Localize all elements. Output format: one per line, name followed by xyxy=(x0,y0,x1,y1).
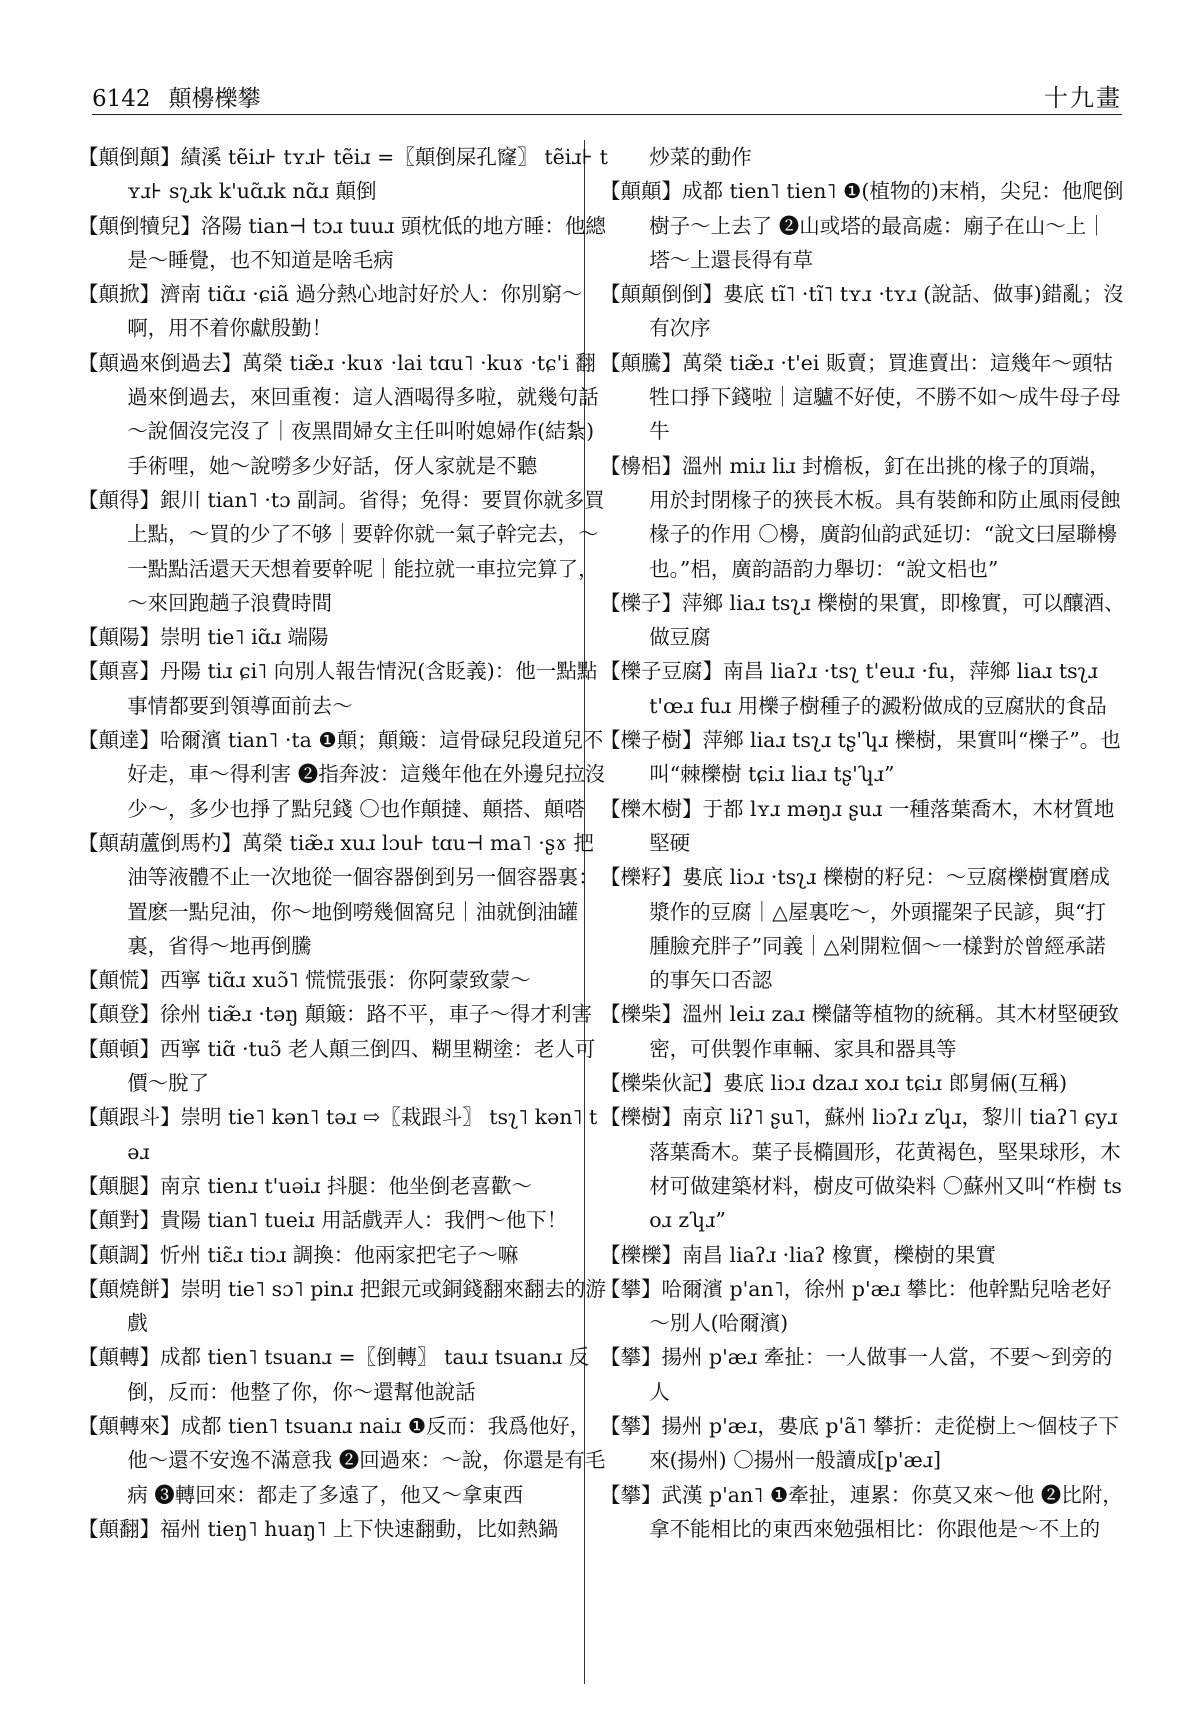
dictionary-entry: 【顛葫蘆倒馬杓】萬榮 tiæ̃ɹ xuɹ lɔu⊦ tɑu⊣ ma˥ ·ʂɤ 把油等液體不止一次地從一個容器倒到另一個容器裏：置麽一點兒油，你～地倒嘮幾個窩兒｜油就倒油罐裏，省得～地再倒騰 xyxy=(78,830,599,958)
dictionary-entry: 【顛倒犢兒】洛陽 tian⊣ tɔɹ tuuɹ 頭枕低的地方睡：他總是～睡覺，也不知道是啥毛病 xyxy=(78,213,606,272)
dictionary-entry: 【顛轉】成都 tien˥ tsuanɹ =〖倒轉〗 tauɹ tsuanɹ 反倒，反而：他整了你，你～還幫他說話 xyxy=(78,1345,590,1404)
page-header xyxy=(92,72,1122,115)
stroke-section: 十九畫 xyxy=(1044,84,1122,112)
dictionary-entry: 【顛慌】西寧 tiɑ̃ɹ xuɔ̃˥ 慌慌張張：你阿蒙致蒙～ xyxy=(78,968,531,993)
dictionary-entry: 【櫟樹】南京 liʔ˥ ʂu˥，蘇州 liɔʔɹ zʮɹ，黎川 tiaʔ˥ ɕyɹ 落葉喬木。葉子長橢圓形，花黄褐色，堅果球形，木材可做建築材料，樹皮可做染料 〇蘇州又叫“柞樹 tsoɹ zʮɹ” xyxy=(600,1105,1122,1233)
right-column xyxy=(600,140,1125,1684)
dictionary-entry: 【顛達】哈爾濱 tian˥ ·ta ❶顛；顛簸：這骨碌兒段道兒不好走，車～得利害 ❷指奔波：這幾年他在外邊兒拉沒少～，多少也掙了點兒錢 〇也作顛撻、顛搭、顛嗒 xyxy=(78,728,606,821)
dictionary-entry: 【櫟柴伙記】婁底 liɔɹ dzaɹ xoɹ tɕiɹ 郎舅倆(互稱) xyxy=(600,1071,1068,1096)
dictionary-entry: 【櫟子豆腐】南昌 liaʔɹ ·tsʅ t'euɹ ·fu，萍鄉 liaɹ tsʅɹ t'œɹ fuɹ 用櫟子樹種子的澱粉做成的豆腐狀的食品 xyxy=(600,659,1107,718)
dictionary-entry: 【顛登】徐州 tiæ̃ɹ ·təŋ 顛簸：路不平，車子～得才利害 xyxy=(78,1002,592,1027)
dictionary-entry: 【顛倒顛】績溪 tẽiɹ⊦ tʏɹ⊦ tẽiɹ =〖顛倒屎孔窿〗 tẽiɹ⊦ tʏɹ⊦ sʅɹk k'uɑ̃ɹk nɑ̃ɹ 顛倒 xyxy=(78,145,608,204)
dictionary-entry: 【顛喜】丹陽 tiɹ ɕi˥ 向別人報告情況(含貶義)：他一點點事情都要到領導面前去～ xyxy=(78,659,598,718)
dictionary-entry: 【顛顛】成都 tien˥ tien˥ ❶(植物的)末梢，尖兒：他爬倒樹子～上去了 ❷山或塔的最高處：廟子在山～上｜塔～上還長得有草 xyxy=(600,179,1124,272)
dictionary-entry: 【顛頓】西寧 tiɑ̃ ·tuɔ̃ 老人顛三倒四、糊里糊塗：老人可價～脫了 xyxy=(78,1036,596,1096)
dictionary-entry: 【顛轉來】成都 tien˥ tsuanɹ naiɹ ❶反而：我爲他好，他～還不安逸不滿意我 ❷回過來：～說，你還是有毛病 ❸轉回來：都走了多遠了，他又～拿東西 xyxy=(78,1413,606,1507)
dictionary-entry: 【顛得】銀川 tian˥ ·tɔ 副詞。省得；免得：要買你就多買上點，～買的少了不够｜要幹你就一氣子幹完去，～一點點活還天天想着要幹呢｜能拉就一車拉完算了，～來回跑趟子浪費時間 xyxy=(78,487,605,615)
dictionary-entry: 【攀】揚州 p'æɹ 牽扯：一人做事一人當，不要～到旁的人 xyxy=(600,1345,1113,1404)
dictionary-entry: 【攀】哈爾濱 p'an˥，徐州 p'æɹ 攀比：他幹點兒啥老好～別人(哈爾濱) xyxy=(600,1276,1112,1336)
dictionary-entry: 【顛調】忻州 tiɛ̃ɹ tiɔɹ 調換：他兩家把宅子～嘛 xyxy=(78,1242,519,1267)
dictionary-entry: 【櫟子樹】萍鄉 liaɹ tsʅɹ tʂ'ʮɹ 櫟樹，果實叫“櫟子”。也叫“棘櫟樹 tɕiɹ liaɹ tʂ'ʮɹ” xyxy=(600,728,1121,787)
dictionary-entry: 【顛騰】萬榮 tiæ̃ɹ ·t'ei 販賣；買進賣出：這幾年～頭牯牲口掙下錢啦｜這驢不好使，不勝不如～成牛母子母牛 xyxy=(600,350,1121,444)
dictionary-entry: 【櫟子】萍鄉 liaɹ tsʅɹ 櫟樹的果實，即橡實，可以釀酒、做豆腐 xyxy=(600,590,1125,650)
dictionary-entry: 【櫟柴】溫州 leiɹ zaɹ 櫟儲等植物的統稱。其木材堅硬致密，可供製作車輛、家具和器具等 xyxy=(600,1002,1119,1061)
dictionary-entry: 【顛對】貴陽 tian˥ tueiɹ 用話戲弄人：我們～他下！ xyxy=(78,1208,568,1233)
dictionary-entry: 【顛跟斗】崇明 tie˥ kən˥ təɹ ⇨〖栽跟斗〗 tsʅ˥ kən˥ təɹ xyxy=(78,1105,598,1164)
dictionary-entry: 【攀】武漢 p'an˥ ❶牽扯，連累：你莫又來～他 ❷比附，拿不能相比的東西來勉强相比：你跟他是～不上的 xyxy=(600,1482,1123,1541)
dictionary-entry: 【櫟木樹】于都 lʏɹ məŋɹ ʂuɹ 一種落葉喬木，木材質地堅硬 xyxy=(600,796,1115,855)
dictionary-entry: 【櫟櫟】南昌 liaʔɹ ·liaʔ 橡實，櫟樹的果實 xyxy=(600,1242,996,1267)
dictionary-entry: 【攀】揚州 p'æɹ，婁底 p'ã˥ 攀折：走從樹上～個枝子下來(揚州) 〇揚州一般讀成[p'æɹ] xyxy=(600,1413,1119,1473)
dictionary-entry: 【顛掀】濟南 tiɑ̃ɹ ·ɕiã 過分熱心地討好於人：你別窮～啊，用不着你獻殷勤！ xyxy=(78,282,583,341)
dictionary-entry: 【櫟籽】婁底 liɔɹ ·tsʅɹ 櫟樹的籽兒：～豆腐櫟樹實磨成漿作的豆腐｜△屋裏吃～，外頭擺架子民諺，與“打腫臉充胖子”同義｜△剁開粒個～一樣對於曾經承諾的事矢口否認 xyxy=(600,865,1110,993)
entry-continuation: 炒菜的動作 xyxy=(649,145,752,169)
header-left xyxy=(92,80,261,113)
dictionary-entry: 【櫋梠】溫州 miɹ liɹ 封檐板，釘在出挑的椽子的頂端，用於封閉椽子的狹長木板。具有裝飾和防止風雨侵蝕椽子的作用 〇櫋，廣韵仙韵武延切：“說文曰屋聯櫋也。”梠，廣韵語韵力舉切：“說文梠也” xyxy=(600,453,1121,581)
left-column xyxy=(78,140,608,1684)
dictionary-entry: 【顛燒餅】崇明 tie˥ sɔ˥ pinɹ 把銀元或銅錢翻來翻去的游戲 xyxy=(78,1276,606,1336)
dictionary-entry: 【顛陽】崇明 tie˥ iɑ̃ɹ 端陽 xyxy=(78,625,329,650)
dictionary-entry: 【顛過來倒過去】萬榮 tiæ̃ɹ ·kuɤ ·lai tɑu˥ ·kuɤ ·tɕ'i 翻過來倒過去，來回重複：這人酒喝得多啦，就幾句話～說個沒完沒了｜夜黑間婦女主任叫咐媳婦作(結紮)手術哩，她～說嘮多少好話，伢人家就是不聽 xyxy=(78,350,599,478)
dictionary-entry: 【顛翻】福州 tieŋ˥ huaŋ˥ 上下快速翻動，比如熱鍋 xyxy=(78,1516,559,1541)
dictionary-entry: 【顛腿】南京 tienɹ t'uəiɹ 抖腿：他坐倒老喜歡～ xyxy=(78,1173,532,1198)
header-title: 顛櫋櫟攀 xyxy=(168,86,261,112)
page-number: 6142 xyxy=(92,86,151,112)
dictionary-entry: 【顛顛倒倒】婁底 tĩ˥ ·tĩ˥ tʏɹ ·tʏɹ (說話、做事)錯亂；沒有次序 xyxy=(600,282,1124,341)
